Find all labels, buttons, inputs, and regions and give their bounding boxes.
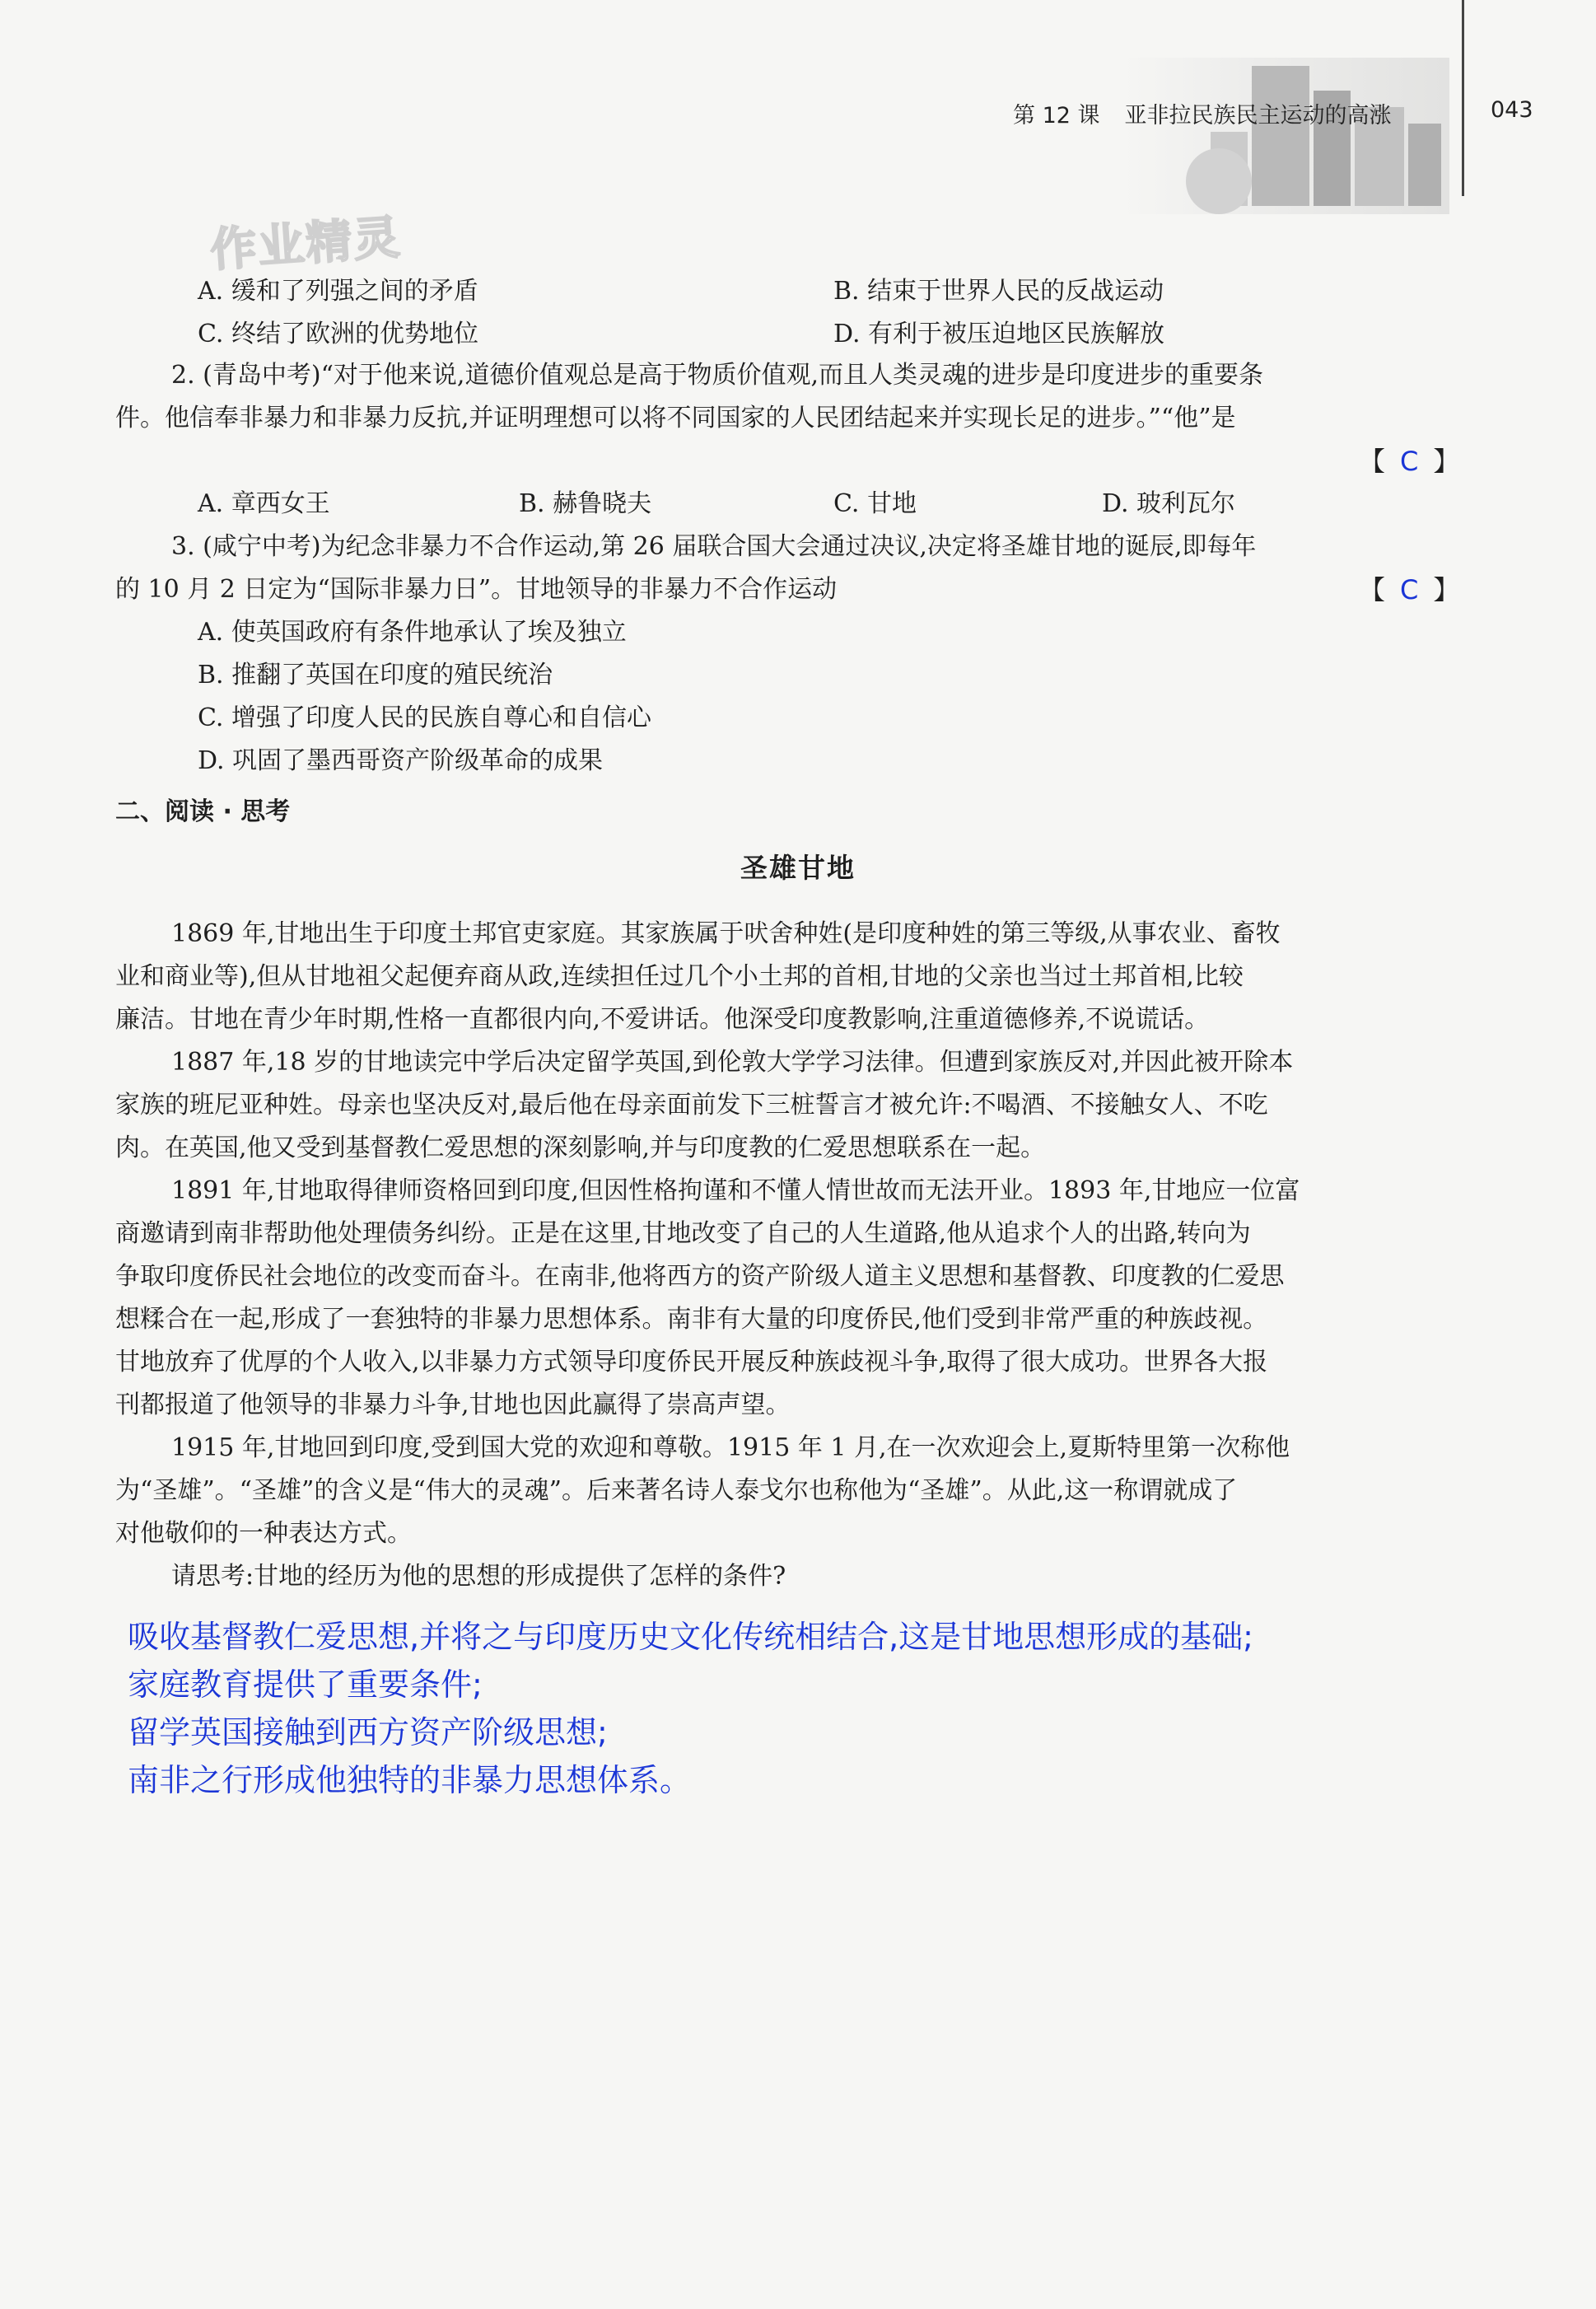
article-line: 想糅合在一起,形成了一套独特的非暴力思想体系。南非有大量的印度侨民,他们受到非常严重的种族歧视。: [115, 1305, 1268, 1334]
q2-stem-line-1: 2. (青岛中考)“对于他来说,道德价值观总是高于物质价值观,而且人类灵魂的进步是印度进步的重要条: [171, 361, 1263, 390]
page-number: 043: [1491, 97, 1533, 123]
q3-answer-bracket: [1359, 573, 1459, 606]
article-line: 肉。在英国,他又受到基督教仁爱思想的深刻影响,并与印度教的仁爱思想联系在一起。: [115, 1133, 1046, 1162]
q3-stem-line-2: 的 10 月 2 日定为“国际非暴力日”。甘地领导的非暴力不合作运动: [115, 575, 838, 604]
watermark: 作业精灵: [208, 210, 404, 278]
article-line: 刊都报道了他领导的非暴力斗争,甘地也因此赢得了崇高声望。: [115, 1391, 791, 1419]
q2-answer-bracket: [1359, 445, 1459, 478]
answer-line: 吸收基督教仁爱思想,并将之与印度历史文化传统相结合,这是甘地思想形成的基础;: [128, 1619, 1253, 1655]
bracket-right: 】: [1433, 574, 1460, 605]
article-line: 1887 年,18 岁的甘地读完中学后决定留学英国,到伦敦大学学习法律。但遭到家族反对,并因此被开除本: [171, 1048, 1294, 1077]
lesson-number: 第 12 课: [1013, 103, 1100, 129]
article-line: 家族的班尼亚种姓。母亲也坚决反对,最后他在母亲面前发下三桩誓言才被允许:不喝酒、不接触女人、不吃: [115, 1091, 1268, 1119]
answer-line: 留学英国接触到西方资产阶级思想;: [128, 1714, 608, 1750]
article-line: 对他敬仰的一种表达方式。: [115, 1519, 412, 1548]
q2-stem-line-2: 件。他信奉非暴力和非暴力反抗,并证明理想可以将不同国家的人民团结起来并实现长足的进步。”“他”是: [115, 404, 1236, 432]
q2-option-c: C. 甘地: [833, 489, 917, 518]
question-prompt: 请思考:甘地的经历为他的思想的形成提供了怎样的条件?: [171, 1562, 786, 1591]
article-line: 1891 年,甘地取得律师资格回到印度,但因性格拘谨和不懂人情世故而无法开业。1893 年,甘地应一位富: [171, 1176, 1300, 1205]
q2-option-d: D. 玻利瓦尔: [1102, 489, 1236, 518]
q3-option-c: C. 增强了印度人民的民族自尊心和自信心: [198, 703, 651, 732]
answer-line: 南非之行形成他独特的非暴力思想体系。: [128, 1762, 692, 1798]
article-title: 圣雄甘地: [740, 852, 856, 884]
article-line: 业和商业等),但从甘地祖父起便弃商从政,连续担任过几个小土邦的首相,甘地的父亲也当过土邦首相,比较: [115, 962, 1244, 991]
q2-option-b: B. 赫鲁晓夫: [519, 489, 652, 518]
article-line: 为“圣雄”。“圣雄”的含义是“伟大的灵魂”。后来著名诗人泰戈尔也称他为“圣雄”。从此,这一称谓就成了: [115, 1476, 1238, 1505]
q3-option-a: A. 使英国政府有条件地承认了埃及独立: [198, 618, 627, 647]
q2-answer: C: [1400, 446, 1419, 477]
article-line: 争取印度侨民社会地位的改变而奋斗。在南非,他将西方的资产阶级人道主义思想和基督教、印度教的仁爱思: [115, 1262, 1285, 1291]
q1-option-a: A. 缓和了列强之间的矛盾: [198, 277, 478, 306]
lesson-title: 亚非拉民族民主运动的高涨: [1124, 103, 1392, 129]
q2-option-a: A. 章西女王: [198, 489, 330, 518]
article-line: 甘地放弃了优厚的个人收入,以非暴力方式领导印度侨民开展反种族歧视斗争,取得了很大成功。世界各大报: [115, 1348, 1268, 1377]
q3-option-d: D. 巩固了墨西哥资产阶级革命的成果: [198, 746, 604, 775]
bracket-left: 【: [1359, 446, 1386, 477]
article-line: 1915 年,甘地回到印度,受到国大党的欢迎和尊敬。1915 年 1 月,在一次欢迎会上,夏斯特里第一次称他: [171, 1433, 1290, 1462]
q1-option-c: C. 终结了欧洲的优势地位: [198, 320, 478, 348]
answer-line: 家庭教育提供了重要条件;: [128, 1666, 483, 1703]
q3-option-b: B. 推翻了英国在印度的殖民统治: [198, 661, 553, 689]
bracket-left: 【: [1359, 574, 1386, 605]
q3-answer: C: [1400, 574, 1419, 605]
q3-stem-line-1: 3. (咸宁中考)为纪念非暴力不合作运动,第 26 届联合国大会通过决议,决定将圣雄甘地的诞辰,即每年: [171, 532, 1257, 561]
q1-option-b: B. 结束于世界人民的反战运动: [833, 277, 1164, 306]
header-vertical-rule: [1462, 0, 1464, 196]
section-heading: 二、阅读 · 思考: [115, 797, 291, 826]
article-line: 商邀请到南非帮助他处理债务纠纷。正是在这里,甘地改变了自己的人生道路,他从追求个人的出路,转向为: [115, 1219, 1251, 1248]
header-cityscape-illustration: [1120, 58, 1449, 214]
page-header: [1013, 97, 1392, 129]
bracket-right: 】: [1433, 446, 1460, 477]
article-line: 1869 年,甘地出生于印度土邦官吏家庭。其家族属于吠舍种姓(是印度种姓的第三等级,从事农业、畜牧: [171, 919, 1281, 948]
q1-option-d: D. 有利于被压迫地区民族解放: [833, 320, 1165, 348]
article-line: 廉洁。甘地在青少年时期,性格一直都很内向,不爱讲话。他深受印度教影响,注重道德修养,不说谎话。: [115, 1005, 1210, 1034]
